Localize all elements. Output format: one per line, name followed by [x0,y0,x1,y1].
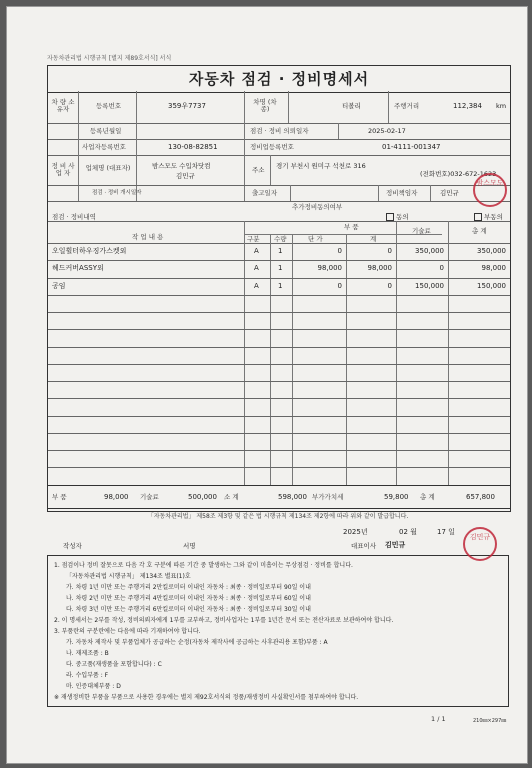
item-unit-price: 0 [337,281,342,290]
note-line: 가. 자동차 제작사 및 부품업체가 공급하는 순정(자동차 제작사에 공급하는 사후관리용 포함)부품 : A [66,639,328,646]
labor-total-label: 기술료 [140,493,159,501]
item-labor: 150,000 [415,281,444,290]
rep-label: 대표이사 [351,542,377,550]
item-total: 350,000 [477,247,506,255]
address-value: 경기 부천시 원미구 석천로 316 [276,162,366,170]
item-type: A [254,247,259,255]
item-sum: 98,000 [367,264,392,273]
qty-header: 수량 [274,235,287,243]
reg-no-value: 359우7737 [168,102,206,110]
document-page [6,6,528,764]
shop-reg-label: 정비업등록번호 [250,143,294,151]
item-labor: 0 [439,264,444,273]
vat-label: 부가가치세 [312,493,344,501]
table-row [48,398,510,416]
consent-agree[interactable] [386,213,409,221]
repair-content-label: 점검 · 정비내역 [52,213,96,221]
item-name: 헤드커버ASSY외 [52,264,104,273]
agree-checkbox[interactable] [386,213,394,221]
note-line: 마. 인증대체부품 : D [66,683,121,690]
rep-name: 김민규 [385,541,406,549]
request-date-label: 점검 · 정비 의뢰일자 [250,127,309,135]
type-header: 구분 [247,235,260,243]
writer-sign-label: 서명 [183,542,196,550]
form-reference: 자동차관리법 시행규칙 [별지 제89호서식] 서식 [47,55,172,62]
note-line: 「자동차관리법 시행규칙」 제134조 별표(1)호 [66,573,191,580]
sum-header: 계 [370,235,377,243]
model-value: 티볼리 [342,102,361,110]
legal-statement: 「자동차관리법」 제58조 제3항 및 같은 법 시행규칙 제134조 제2항에 따라 위와 같이 발급합니다. [147,513,409,520]
document-title: 자동차 점검 · 정비명세서 [47,65,511,93]
note-line: ※ 재생정비한 부품을 부품으로 사용한 경우에는 별지 제92호서식의 정품/재생정비 사실확인서를 첨부하여야 합니다. [54,694,359,701]
table-row [48,467,510,485]
table-row [48,295,510,313]
reg-no-label: 등록번호 [96,102,122,110]
shop-name-value: 밤스모도 수입차닷컴 [152,162,211,170]
issue-day: 17 일 [437,528,455,536]
representative-stamp-icon: 김민규 [463,527,497,561]
note-line: 다. 차령 3년 미만 또는 주행거리 6만킬로미터 이내인 자동차 : 최종 · 정비일로부터 30일 이내 [66,606,311,613]
note-line: 나. 차령 2년 미만 또는 주행거리 4만킬로미터 이내인 자동차 : 최종 · 정비일로부터 60일 이내 [66,595,311,602]
item-total: 150,000 [477,281,506,290]
item-name: 오일휠터하우징가스켓외 [52,247,127,255]
first-reg-label: 등록년월일 [90,127,122,135]
writer-label: 작성자 [63,542,82,550]
notes-box [47,555,509,707]
model-label: 차명 (차종) [253,98,277,114]
disagree-label: 부동의 [484,213,503,221]
table-row [48,312,510,330]
labor-header: 기술료 [412,227,431,235]
address-label: 주소 [252,166,265,174]
phone-value: (전화번호)032-672-1623 [420,170,497,178]
item-sum: 0 [387,247,392,255]
subtotal-label: 소 계 [224,493,239,501]
info-grid [47,91,511,512]
total-header: 총 계 [472,227,487,235]
notes-list [54,560,502,703]
table-row [48,329,510,347]
note-line: 라. 수입부품 : F [66,672,109,679]
provider-section-label: 정 비 사 업 자 [51,162,75,178]
note-line: 1. 점검이나 정비 잘못으로 다음 각 호 구분에 따른 기간 중 발생하는 그와 같이 미흡이는 무상점검 · 정비를 합니다. [54,562,353,569]
item-type: A [254,264,259,273]
note-line: 다. 중고품(재생품을 포함합니다) : C [66,661,162,668]
subtotal-value: 598,000 [278,493,307,501]
shop-name-label: 업체명 (대표자) [85,164,131,172]
table-row [48,433,510,451]
totals-row [47,485,511,509]
paper-size: 210㎜×297㎜ [473,718,507,724]
extra-consent-label: 추가정비동의여부 [292,203,343,211]
note-line: 2. 이 명세서는 2부를 작성, 정비의뢰자에게 1부를 교부하고, 정비사업자는 1부를 1년간 문서 또는 전산자료로 보관하여야 합니다. [54,617,394,624]
table-row [48,416,510,434]
table-row [48,347,510,365]
table-row [48,381,510,399]
labor-total-value: 500,000 [188,493,217,501]
request-date-value: 2025-02-17 [368,127,406,135]
mechanic-value: 김민규 [440,189,459,197]
page-indicator: 1 / 1 [431,715,446,723]
issue-month: 02 월 [399,528,417,536]
parts-total-label: 부 품 [52,493,67,501]
agree-label: 동의 [396,213,409,221]
item-unit-price: 98,000 [317,264,342,273]
mileage-label: 주행거리 [394,102,420,110]
parts-header: 부 품 [344,223,359,231]
item-qty: 1 [278,247,283,255]
check-date-label: 점검 · 정비 개시일자 [92,190,142,196]
item-total: 98,000 [481,264,506,273]
table-row [48,364,510,382]
mileage-value: 112,384 [453,102,482,110]
owner-section-label: 차 량 소유자 [51,98,75,114]
shop-rep-value: 김민규 [176,172,195,180]
note-line: 가. 차령 1년 미만 또는 주행거리 2만킬로미터 이내인 자동차 : 최종 · 정비일로부터 90일 이내 [66,584,311,591]
item-unit-price: 0 [337,247,342,255]
consent-disagree[interactable] [474,213,503,221]
parts-total-value: 98,000 [104,493,129,501]
unit-price-header: 단 가 [308,235,323,243]
note-line: 나. 재제조품 : B [66,650,109,657]
note-line: 3. 부품란의 구분란에는 다음에 따라 기재하여야 합니다. [54,628,201,635]
grand-total-label: 총 계 [420,493,435,501]
item-sum: 0 [387,281,392,290]
company-stamp-icon: 밤스모도 [473,173,507,207]
shop-reg-value: 01-4111-001347 [382,143,441,151]
issue-year: 2025년 [343,528,368,536]
disagree-checkbox[interactable] [474,213,482,221]
item-labor: 350,000 [415,247,444,255]
work-header: 작 업 내 용 [132,233,164,241]
mileage-unit: km [496,102,507,110]
item-qty: 1 [278,264,283,273]
item-name: 공임 [52,281,66,290]
vat-value: 59,800 [384,493,409,501]
item-type: A [254,281,259,290]
mechanic-label: 정비책임자 [386,189,418,197]
biz-no-value: 130-08-82851 [168,143,218,151]
grand-total-value: 657,800 [466,493,495,501]
table-row [48,450,510,468]
item-qty: 1 [278,281,283,290]
out-date-label: 출고일자 [252,189,278,197]
biz-no-label: 사업자등록번호 [82,143,126,151]
